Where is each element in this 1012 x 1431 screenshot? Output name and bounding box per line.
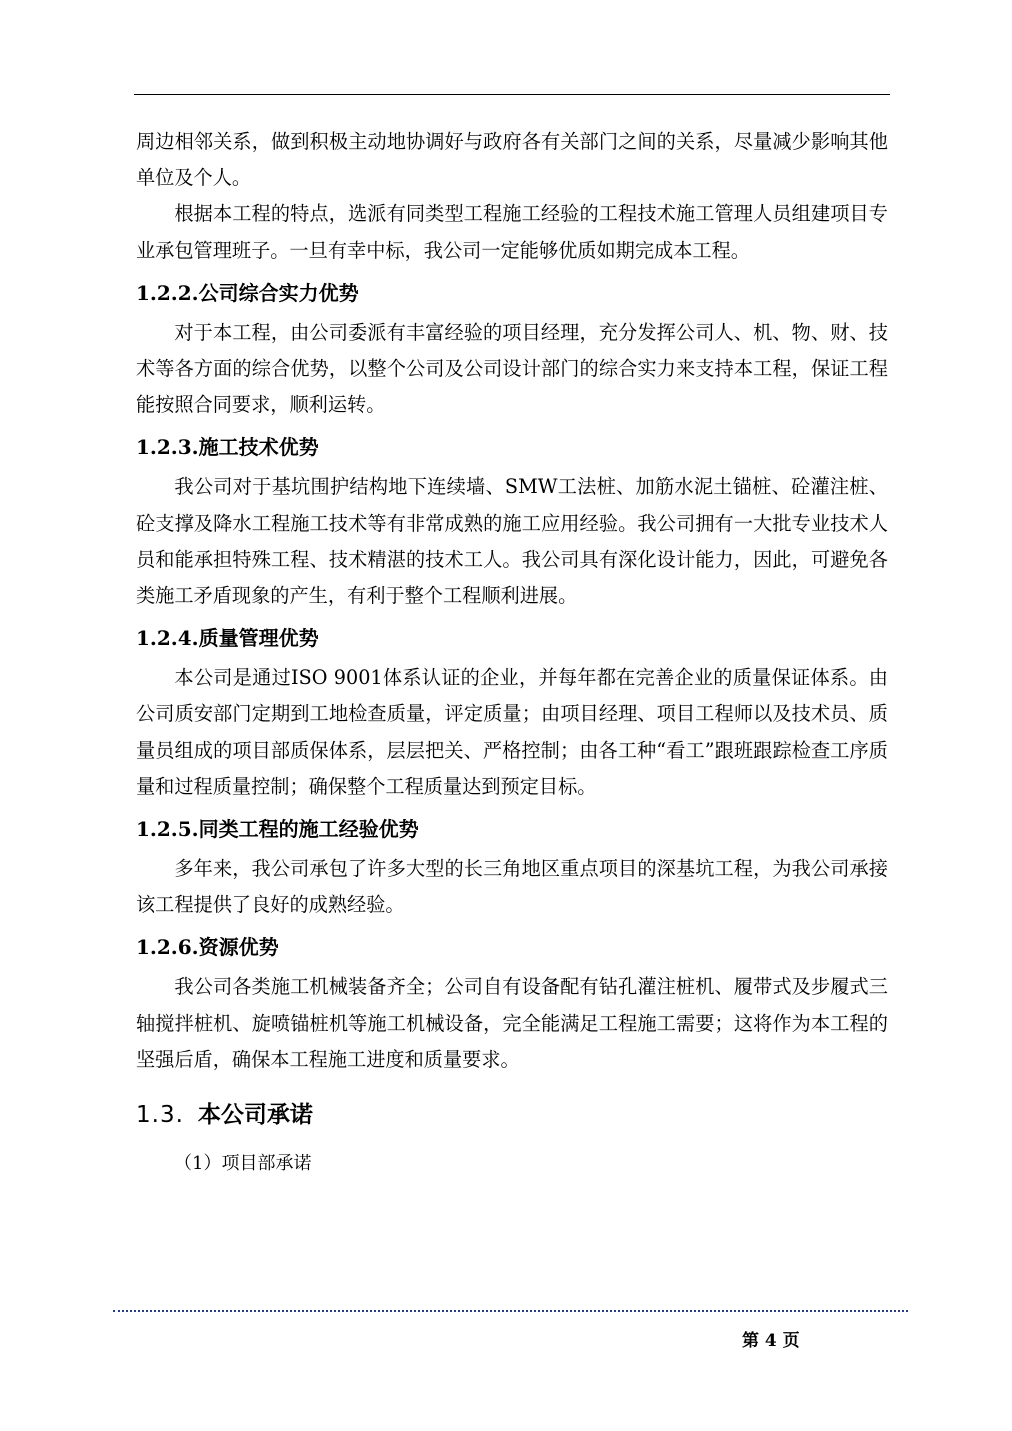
chapter-heading — [136, 1078, 888, 1144]
paragraph-continuation: 周边相邻关系，做到积极主动地协调好与政府各有关部门之间的关系，尽量减少影响其他单位及个人。 — [136, 130, 888, 190]
chapter-number: 1.3. — [136, 1102, 184, 1129]
section-body-experience: 多年来，我公司承包了许多大型的长三角地区重点项目的深基坑工程，为我公司承接该工程提供了良好的成熟经验。 — [136, 857, 888, 917]
list-item: （1）项目部承诺 — [174, 1153, 312, 1175]
section-body-technology: 我公司对于基坑围护结构地下连续墙、SMW工法桩、加筋水泥土锚桩、砼灌注桩、砼支撑及降水工程施工技术等有非常成熟的施工应用经验。我公司拥有一大批专业技术人员和能承担特殊工程、技术精湛的技术工人。我公司具有深化设计能力，因此，可避免各类施工矛盾现象的产生，有利于整个工程顺利进展。 — [136, 475, 888, 608]
page-number: 第 4 页 — [742, 1331, 800, 1351]
section-heading-quality: 1.2.4.质量管理优势 — [136, 626, 319, 651]
section-heading-strength: 1.2.2.公司综合实力优势 — [136, 280, 359, 305]
section-body-resources: 我公司各类施工机械装备齐全；公司自有设备配有钻孔灌注桩机、履带式及步履式三轴搅拌桩机、旋喷锚桩机等施工机械设备，完全能满足工程施工需要；这将作为本工程的坚强后盾，确保本工程施工进度和质量要求。 — [136, 975, 888, 1071]
section-body-strength: 对于本工程，由公司委派有丰富经验的项目经理，充分发挥公司人、机、物、财、技术等各方面的综合优势，以整个公司及公司设计部门的综合实力来支持本工程，保证工程能按照合同要求，顺利运转。 — [136, 320, 888, 417]
section-heading-technology: 1.2.3.施工技术优势 — [136, 435, 319, 460]
section-heading-resources: 1.2.6.资源优势 — [136, 935, 279, 960]
chapter-title: 本公司承诺 — [197, 1102, 313, 1129]
footer-rule — [113, 1310, 908, 1312]
paragraph-project-team: 根据本工程的特点，选派有同类型工程施工经验的工程技术施工管理人员组建项目专业承包管理班子。一旦有幸中标，我公司一定能够优质如期完成本工程。 — [136, 202, 888, 262]
header-rule — [134, 94, 890, 95]
section-heading-experience: 1.2.5.同类工程的施工经验优势 — [136, 817, 419, 842]
section-body-quality: 本公司是通过ISO 9001体系认证的企业，并每年都在完善企业的质量保证体系。由公司质安部门定期到工地检查质量，评定质量；由项目经理、项目工程师以及技术员、质量员组成的项目部质保体系，层层把关、严格控制；由各工种“看工”跟班跟踪检查工序质量和过程质量控制；确保整个工程质量达到预定目标。 — [136, 666, 888, 798]
page-content — [136, 124, 888, 1184]
